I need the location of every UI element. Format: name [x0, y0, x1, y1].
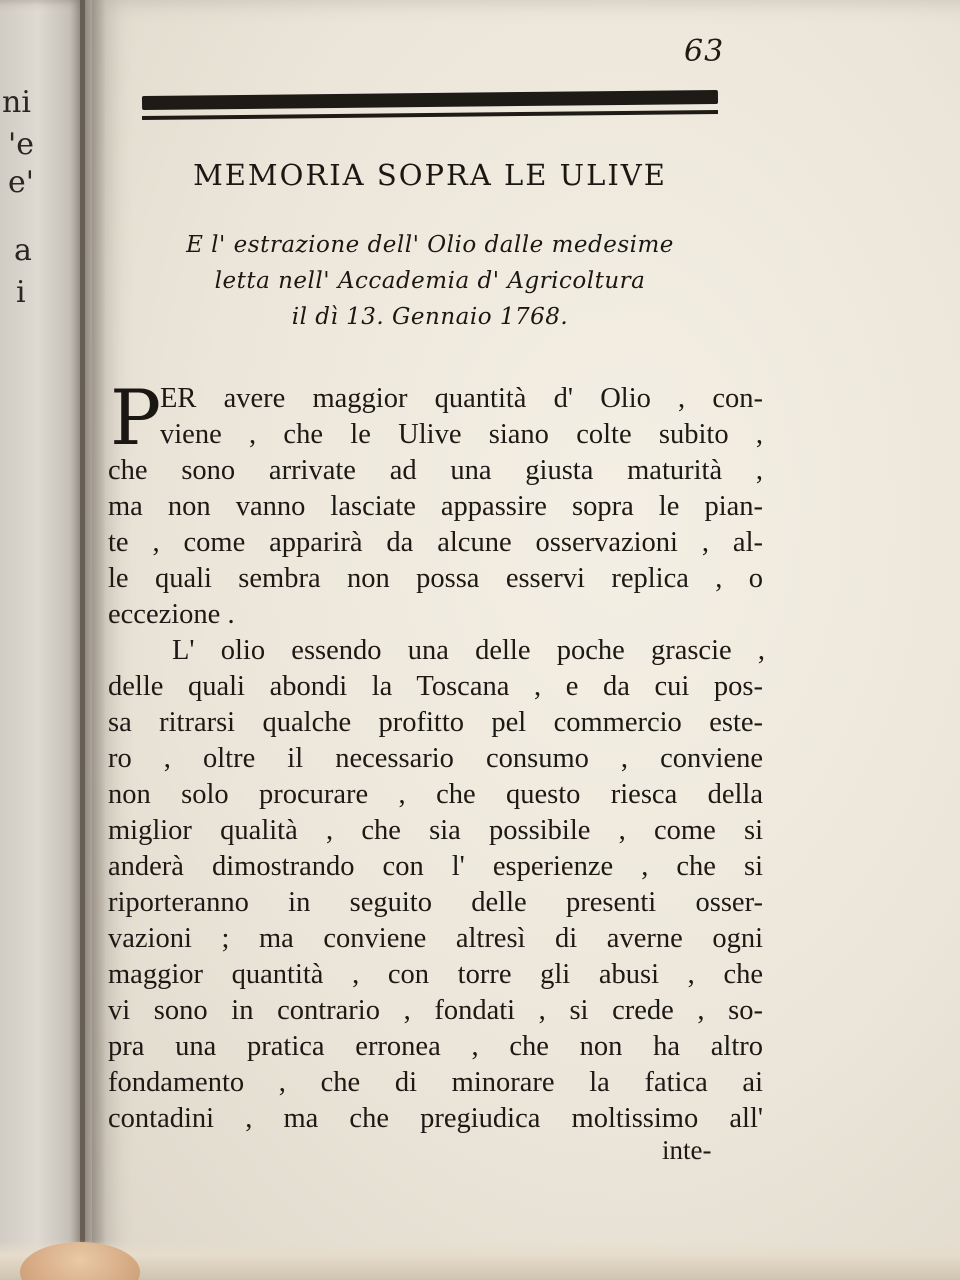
- text-line: ER avere maggior quantità d' Olio , con-: [160, 383, 763, 414]
- text-line: te , come apparirà da alcune osservazioni , al-: [108, 527, 763, 558]
- left-page-fragment: a: [14, 233, 32, 268]
- text-line: vi sono in contrario , fondati , si crede , so-: [108, 995, 763, 1026]
- left-page-fragment: 'e: [8, 127, 35, 162]
- catchword: inte-: [662, 1135, 712, 1165]
- text-line: non solo procurare , che questo riesca della: [108, 779, 763, 810]
- text-line: delle quali abondi la Toscana , e da cui pos-: [108, 671, 763, 702]
- text-line: vazioni ; ma conviene altresì di averne ogni: [108, 923, 763, 954]
- left-facing-page: [0, 0, 85, 1280]
- drop-cap: P: [110, 373, 162, 462]
- text-line: ma non vanno lasciate appassire sopra le pian-: [108, 491, 763, 522]
- text-line: eccezione .: [108, 599, 235, 630]
- text-line: che sono arrivate ad una giusta maturità ,: [108, 455, 763, 486]
- text-line: miglior qualità , che sia possibile , come si: [108, 815, 763, 846]
- text-line: viene , che le Ulive siano colte subito ,: [160, 419, 763, 450]
- left-page-fragment: i: [16, 275, 26, 310]
- text-line: riporteranno in seguito delle presenti osser-: [108, 887, 763, 918]
- subtitle-line: E l' estrazione dell' Olio dalle medesime: [186, 232, 674, 258]
- book-cover-edge: [0, 1240, 960, 1280]
- text-line: maggior quantità , con torre gli abusi , che: [108, 959, 763, 990]
- page-number: 63: [684, 34, 725, 69]
- text-line: sa ritrarsi qualche profitto pel commercio este-: [108, 707, 763, 738]
- text-line: L' olio essendo una delle poche grascie ,: [172, 635, 765, 666]
- left-page-fragment: e': [8, 165, 35, 200]
- subtitle-line: il dì 13. Gennaio 1768.: [291, 304, 569, 330]
- text-line: ro , oltre il necessario consumo , conviene: [108, 743, 763, 774]
- page-title: MEMORIA SOPRA LE ULIVE: [193, 158, 667, 192]
- text-line: le quali sembra non possa esservi replica , o: [108, 563, 763, 594]
- left-page-fragment: ni: [2, 85, 31, 120]
- text-line: anderà dimostrando con l' esperienze , che si: [108, 851, 763, 882]
- subtitle-line: letta nell' Accademia d' Agricoltura: [214, 268, 646, 294]
- text-line: pra una pratica erronea , che non ha altro: [108, 1031, 763, 1062]
- text-line: fondamento , che di minorare la fatica ai: [108, 1067, 763, 1098]
- text-line: contadini , ma che pregiudica moltissimo all': [108, 1103, 763, 1134]
- book-gutter-shadow: [80, 0, 106, 1280]
